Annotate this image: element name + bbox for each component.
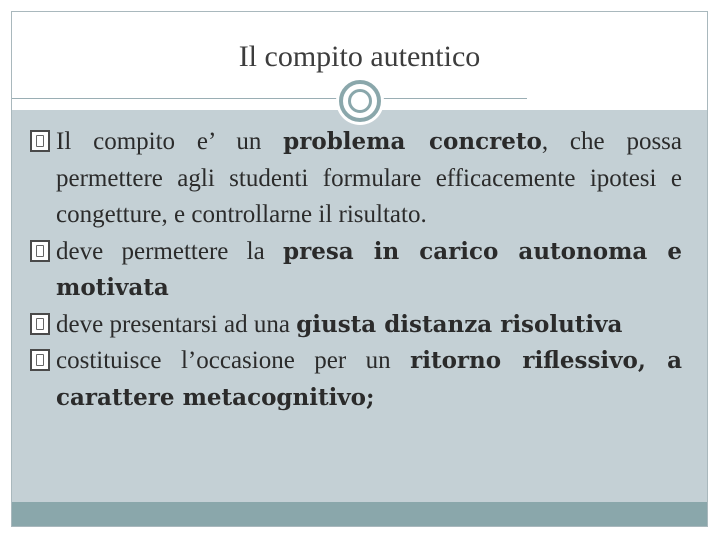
- bullet-text: deve permettere la: [56, 237, 283, 265]
- bottom-accent-bar: [12, 502, 707, 526]
- bullet-list: [30, 124, 682, 416]
- ring-divider-icon: [339, 80, 381, 122]
- ring-inner: [348, 89, 372, 113]
- bullet-box-icon: [30, 240, 50, 262]
- bullet-box-icon: [30, 349, 50, 371]
- title-rule-left: [12, 98, 340, 99]
- bullet-box-icon: [30, 313, 50, 335]
- bullet-text: Il compito e’ un: [56, 128, 284, 155]
- bullet-emphasis: giusta distanza risolutiva: [296, 310, 623, 338]
- bullet-emphasis: problema concreto: [283, 128, 542, 155]
- bullet-emphasis: presa in carico autonoma e motivata: [56, 237, 682, 301]
- bullet-text: deve presentarsi ad una: [56, 310, 297, 338]
- bullet-emphasis: ritorno riflessivo, a carattere metacognitivo;: [56, 347, 682, 411]
- bullet-box-icon: [30, 130, 50, 152]
- slide-title: Il compito autentico: [238, 40, 481, 73]
- bullet-text: costituisce l’occasione per un: [56, 347, 411, 374]
- bullet-item: [30, 124, 682, 234]
- bullet-item: [30, 307, 682, 344]
- title-rule-right: [382, 98, 527, 99]
- bullet-item: [30, 343, 682, 416]
- bullet-text: , che possa permettere agli studenti formulare efficacemente ipotesi e congetture, e controllarne il risultato.: [56, 128, 683, 228]
- bullet-item: [30, 234, 682, 307]
